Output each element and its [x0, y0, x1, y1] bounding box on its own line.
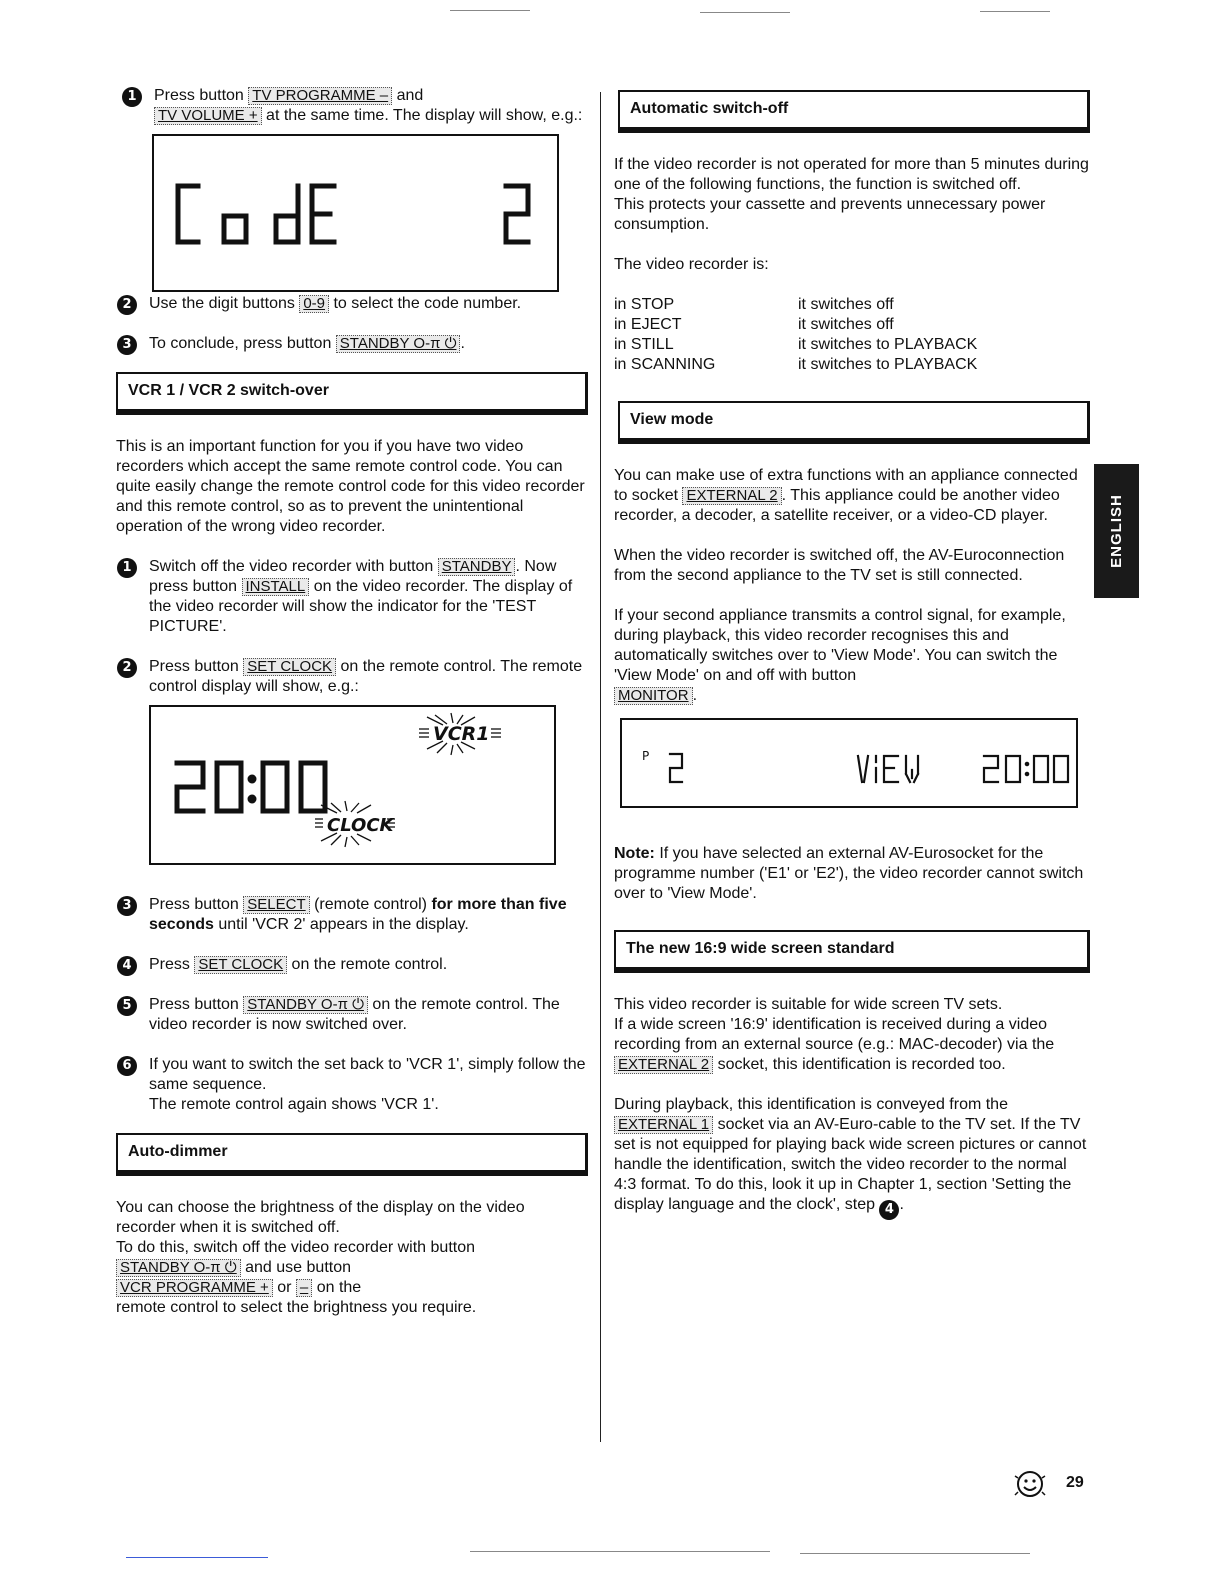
section-heading-automatic-switch-off: Automatic switch-off [618, 90, 1090, 133]
step-number: 6 [117, 1056, 137, 1076]
scan-artifact [980, 11, 1050, 12]
auto-off-paragraph-1: If the video recorder is not operated for more than 5 minutes during one of the following functions, the function is switched off. [614, 156, 1089, 193]
step-reference: 4 [879, 1200, 899, 1220]
vcr-step-5: 5 Press button STANDBY O-π ⏻ on the remote control. The video recorder is now switched over. [116, 995, 588, 1035]
table-row: in STILL it switches to PLAYBACK [614, 336, 978, 353]
step-number: 2 [117, 295, 137, 315]
right-column [614, 90, 1090, 1220]
vcr-step-3: 3 Press button SELECT (remote control) for more than five seconds until 'VCR 2' appears in the display. [116, 895, 588, 935]
scan-artifact [470, 1551, 770, 1552]
code-segment-display [154, 136, 557, 290]
clock-indicator: CLOCK [327, 815, 394, 836]
language-tab: ENGLISH [1094, 464, 1139, 598]
view-paragraph-2: When the video recorder is switched off, the AV-Euroconnection from the second appliance to the TV set is still connected. [614, 547, 1065, 584]
wide-paragraph-2: If a wide screen '16:9' identification is received during a video recording from an external source (e.g.: MAC-decoder) via the EXTERNAL 2 socket, this identification is recorded too. [614, 1016, 1055, 1073]
table-row: in STOP it switches off [614, 296, 894, 313]
monitor-button: MONITOR [614, 687, 693, 705]
auto-off-table [614, 295, 1090, 375]
code-step-3: 3 To conclude, press button STANDBY O-π ⏻ . [116, 334, 588, 354]
auto-off-paragraph-2: This protects your cassette and prevents unnecessary power consumption. [614, 196, 1046, 233]
view-paragraph-1: You can make use of extra functions with an appliance connected to socket EXTERNAL 2 . This appliance could be another video recorder, a decoder, a satellite receiver, or a video-CD player. [614, 467, 1078, 524]
standby-button: STANDBY [438, 558, 516, 576]
step-number: 2 [117, 658, 137, 678]
standby-button: STANDBY O-π ⏻ [116, 1259, 241, 1277]
page-number: 29 [1066, 1474, 1084, 1491]
step-number: 1 [122, 87, 142, 107]
standby-button: STANDBY O-π ⏻ [243, 996, 368, 1014]
programme-label: P [642, 749, 650, 763]
select-button: SELECT [243, 896, 309, 914]
remote-clock-segment-display [151, 707, 554, 863]
vcr-step-4: 4 Press SET CLOCK on the remote control. [116, 955, 588, 975]
digit-buttons: 0-9 [299, 295, 329, 313]
wide-paragraph-3: During playback, this identification is conveyed from the EXTERNAL 1 socket via an AV-Euro-cable to the TV set. If the TV set is not equipped for playing back wide screen pictures or cannot handle the identification, switch the video recorder to the normal 4:3 format. To do this, look it up in Chapter 1, section 'Setting the display language and the clock', step 4 . [614, 1095, 1090, 1220]
step-number: 3 [117, 335, 137, 355]
standby-button: STANDBY O-π ⏻ [336, 335, 461, 353]
code-display [152, 134, 559, 292]
view-note: Note: If you have selected an external AV-Eurosocket for the programme number ('E1' or 'E2'), the video recorder cannot switch over to 'View Mode'. [614, 845, 1084, 902]
view-mode-segment-display [622, 720, 1076, 806]
tv-volume-plus-button: TV VOLUME + [154, 107, 262, 125]
left-column [116, 86, 588, 1318]
vcr-programme-plus-button: VCR PROGRAMME + [116, 1279, 273, 1297]
code-step-2: 2 Use the digit buttons 0-9 to select the code number. [116, 294, 588, 314]
vcr-programme-minus-button: – [296, 1279, 312, 1297]
step-number: 5 [117, 996, 137, 1016]
step-number: 1 [117, 558, 137, 578]
set-clock-button: SET CLOCK [194, 956, 287, 974]
code-step-1: 1 Press button TV PROGRAMME – and TV VOLUME + at the same time. The display will show, e.g.: [121, 86, 588, 126]
vcr-step-6: 6 If you want to switch the set back to 'VCR 1', simply follow the same sequence. The remote control again shows 'VCR 1'. [116, 1055, 588, 1115]
remote-clock-display [149, 705, 556, 865]
set-clock-button: SET CLOCK [243, 658, 336, 676]
wide-paragraph-1: This video recorder is suitable for wide screen TV sets. [614, 996, 1003, 1013]
external-1-socket: EXTERNAL 1 [614, 1116, 713, 1134]
vcr-step-1: 1 Switch off the video recorder with button STANDBY . Now press button INSTALL on the video recorder. The display of the video recorder will show the indicator for the 'TEST PICTURE'. [116, 557, 588, 637]
scan-artifact [800, 1553, 1030, 1554]
table-row: in SCANNING it switches to PLAYBACK [614, 356, 978, 373]
smiley-face-icon [1014, 1468, 1046, 1500]
section-heading-wide-screen: The new 16:9 wide screen standard [614, 930, 1090, 973]
install-button: INSTALL [242, 578, 310, 596]
vcr-step-2: 2 Press button SET CLOCK on the remote control. The remote control display will show, e.g.: [116, 657, 588, 697]
view-paragraph-3: If your second appliance transmits a control signal, for example, during playback, this video recorder recognises this and automatically switches over to 'View Mode'. You can switch the 'View Mode' on and off with button MONITOR . [614, 607, 1066, 704]
section-heading-view-mode: View mode [618, 401, 1090, 444]
table-row: in EJECT it switches off [614, 316, 894, 333]
vcr-intro-paragraph: This is an important function for you if you have two video recorders which accept the same remote control code. You can quite easily change the remote control code for this video recorder and this remote control, so as to prevent the unintentional operation of the wrong video recorder. [116, 438, 585, 535]
section-heading-auto-dimmer: Auto-dimmer [116, 1133, 588, 1176]
scan-artifact [700, 12, 790, 13]
external-2-socket: EXTERNAL 2 [682, 487, 781, 505]
view-mode-display [620, 718, 1078, 808]
scan-artifact [450, 10, 530, 11]
external-2-socket: EXTERNAL 2 [614, 1056, 713, 1074]
section-heading-vcr-switch-over: VCR 1 / VCR 2 switch-over [116, 372, 588, 415]
column-divider [600, 92, 601, 1442]
dimmer-paragraph-2: To do this, switch off the video recorder with button STANDBY O-π ⏻ and use button VCR PROGRAMME + or – on the remote control to select the brightness you require. [116, 1239, 477, 1316]
step-number: 3 [117, 896, 137, 916]
step-number: 4 [117, 956, 137, 976]
vcr1-indicator: VCR1 [433, 723, 490, 745]
tv-programme-minus-button: TV PROGRAMME – [248, 87, 392, 105]
footer-rule [126, 1557, 268, 1558]
auto-off-paragraph-3: The video recorder is: [614, 256, 769, 273]
dimmer-paragraph-1: You can choose the brightness of the display on the video recorder when it is switched off. [116, 1199, 525, 1236]
